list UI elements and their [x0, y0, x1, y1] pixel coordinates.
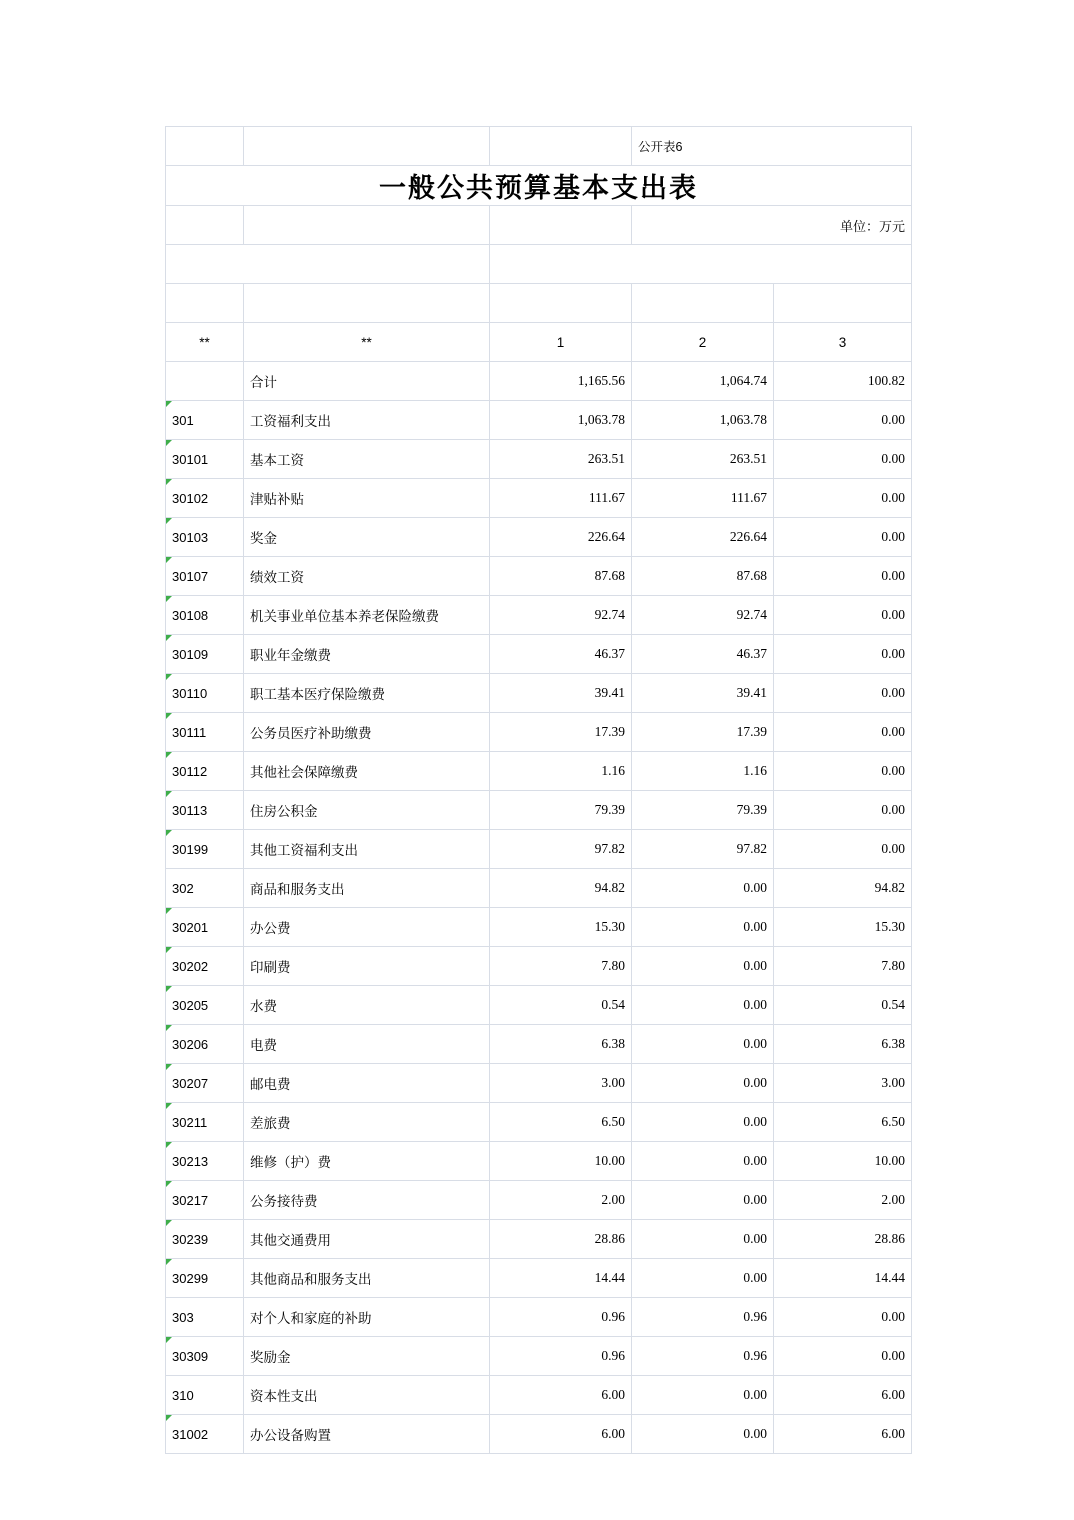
- cell-subject-code: 30107: [166, 557, 244, 596]
- cell-personnel-expense: 0.00: [632, 1142, 774, 1181]
- cell-subject-name: 差旅费: [244, 1103, 490, 1142]
- cell-public-expense: 0.54: [774, 986, 912, 1025]
- cell-subject-code: 30102: [166, 479, 244, 518]
- cell-public-expense: 3.00: [774, 1064, 912, 1103]
- cell-total: 6.50: [490, 1103, 632, 1142]
- cell-subject-code: 30309: [166, 1337, 244, 1376]
- table-row: [166, 1103, 912, 1142]
- page-title: 一般公共预算基本支出表: [166, 166, 912, 206]
- header-group-right: 2026年预算数: [490, 245, 912, 284]
- cell-subject-code: 301: [166, 401, 244, 440]
- column-header-total: 合计: [490, 284, 632, 323]
- cell-subject-code: 30109: [166, 635, 244, 674]
- cell-personnel-expense: 17.39: [632, 713, 774, 752]
- blank-cell: [490, 206, 632, 245]
- cell-total: 14.44: [490, 1259, 632, 1298]
- cell-public-expense: 14.44: [774, 1259, 912, 1298]
- cell-subject-code: 302: [166, 869, 244, 908]
- cell-subject-name: 办公设备购置: [244, 1415, 490, 1454]
- cell-public-expense: 0.00: [774, 635, 912, 674]
- cell-public-expense: 28.86: [774, 1220, 912, 1259]
- cell-personnel-expense: 0.00: [632, 1376, 774, 1415]
- cell-subject-code: 30206: [166, 1025, 244, 1064]
- table-row: [166, 869, 912, 908]
- cell-personnel-expense: 0.00: [632, 869, 774, 908]
- cell-personnel-expense: 46.37: [632, 635, 774, 674]
- cell-subject-name: 其他交通费用: [244, 1220, 490, 1259]
- cell-public-expense: 94.82: [774, 869, 912, 908]
- table-row: [166, 908, 912, 947]
- cell-personnel-expense: 111.67: [632, 479, 774, 518]
- table-row: [166, 986, 912, 1025]
- cell-total: 15.30: [490, 908, 632, 947]
- cell-total: 46.37: [490, 635, 632, 674]
- cell-subject-name: 电费: [244, 1025, 490, 1064]
- column-header-code: 科目编码: [166, 284, 244, 323]
- cell-personnel-expense: 1,064.74: [632, 362, 774, 401]
- cell-total: 97.82: [490, 830, 632, 869]
- numbering-public: 3: [774, 323, 912, 362]
- cell-subject-name: 合计: [244, 362, 490, 401]
- cell-public-expense: 0.00: [774, 401, 912, 440]
- sheet-label: 公开表6: [632, 127, 912, 166]
- header-group-row: [166, 245, 912, 284]
- cell-public-expense: 0.00: [774, 791, 912, 830]
- cell-subject-name: 绩效工资: [244, 557, 490, 596]
- table-row: [166, 1415, 912, 1454]
- cell-public-expense: 7.80: [774, 947, 912, 986]
- table-row: [166, 1181, 912, 1220]
- cell-subject-code: 30207: [166, 1064, 244, 1103]
- cell-total: 6.38: [490, 1025, 632, 1064]
- cell-total: 1,063.78: [490, 401, 632, 440]
- cell-public-expense: 0.00: [774, 713, 912, 752]
- cell-personnel-expense: 0.00: [632, 908, 774, 947]
- cell-subject-code: 30205: [166, 986, 244, 1025]
- cell-subject-name: 水费: [244, 986, 490, 1025]
- numbering-code: **: [166, 323, 244, 362]
- cell-personnel-expense: 263.51: [632, 440, 774, 479]
- cell-total: 87.68: [490, 557, 632, 596]
- cell-total: 1,165.56: [490, 362, 632, 401]
- table-row: [166, 674, 912, 713]
- cell-subject-name: 其他社会保障缴费: [244, 752, 490, 791]
- cell-subject-code: 30108: [166, 596, 244, 635]
- cell-subject-code: 30101: [166, 440, 244, 479]
- cell-subject-code: 30299: [166, 1259, 244, 1298]
- cell-public-expense: 0.00: [774, 596, 912, 635]
- cell-subject-name: 奖金: [244, 518, 490, 557]
- cell-public-expense: 6.00: [774, 1376, 912, 1415]
- cell-total: 111.67: [490, 479, 632, 518]
- cell-subject-name: 其他商品和服务支出: [244, 1259, 490, 1298]
- cell-subject-code: 30111: [166, 713, 244, 752]
- table-row: [166, 479, 912, 518]
- cell-personnel-expense: 0.00: [632, 986, 774, 1025]
- table-row: [166, 830, 912, 869]
- cell-total: 1.16: [490, 752, 632, 791]
- table-row: [166, 752, 912, 791]
- cell-subject-code: 30217: [166, 1181, 244, 1220]
- table-row: [166, 635, 912, 674]
- numbering-personnel: 2: [632, 323, 774, 362]
- cell-personnel-expense: 0.00: [632, 1064, 774, 1103]
- cell-personnel-expense: 79.39: [632, 791, 774, 830]
- cell-subject-code: 30110: [166, 674, 244, 713]
- cell-subject-code: 31002: [166, 1415, 244, 1454]
- blank-cell: [244, 206, 490, 245]
- cell-public-expense: 0.00: [774, 1298, 912, 1337]
- cell-subject-code: 30199: [166, 830, 244, 869]
- cell-public-expense: 0.00: [774, 479, 912, 518]
- numbering-name: **: [244, 323, 490, 362]
- unit-row: [166, 206, 912, 245]
- cell-subject-name: 基本工资: [244, 440, 490, 479]
- blank-cell: [244, 127, 490, 166]
- header-columns-row: [166, 284, 912, 323]
- cell-personnel-expense: 0.96: [632, 1298, 774, 1337]
- cell-subject-name: 机关事业单位基本养老保险缴费: [244, 596, 490, 635]
- cell-subject-code: 30239: [166, 1220, 244, 1259]
- cell-subject-code: 30211: [166, 1103, 244, 1142]
- cell-personnel-expense: 0.00: [632, 1259, 774, 1298]
- cell-total: 6.00: [490, 1415, 632, 1454]
- table-row: [166, 1337, 912, 1376]
- cell-subject-name: 公务员医疗补助缴费: [244, 713, 490, 752]
- cell-subject-code: 30112: [166, 752, 244, 791]
- cell-subject-code: 30201: [166, 908, 244, 947]
- cell-subject-code: 310: [166, 1376, 244, 1415]
- cell-public-expense: 6.00: [774, 1415, 912, 1454]
- table-row: [166, 401, 912, 440]
- cell-total: 17.39: [490, 713, 632, 752]
- cell-public-expense: 0.00: [774, 1337, 912, 1376]
- cell-public-expense: 0.00: [774, 518, 912, 557]
- cell-subject-name: 职业年金缴费: [244, 635, 490, 674]
- cell-subject-name: 维修（护）费: [244, 1142, 490, 1181]
- cell-total: 28.86: [490, 1220, 632, 1259]
- table-row: [166, 1298, 912, 1337]
- cell-subject-name: 商品和服务支出: [244, 869, 490, 908]
- table-row: [166, 518, 912, 557]
- column-header-personnel: 人员经费: [632, 284, 774, 323]
- table-row: [166, 557, 912, 596]
- cell-personnel-expense: 0.00: [632, 1103, 774, 1142]
- cell-total: 7.80: [490, 947, 632, 986]
- cell-subject-name: 对个人和家庭的补助: [244, 1298, 490, 1337]
- cell-public-expense: 100.82: [774, 362, 912, 401]
- cell-public-expense: 15.30: [774, 908, 912, 947]
- table-row: [166, 440, 912, 479]
- cell-total: 2.00: [490, 1181, 632, 1220]
- cell-total: 0.54: [490, 986, 632, 1025]
- title-row: [166, 166, 912, 206]
- table-row: [166, 791, 912, 830]
- cell-personnel-expense: 0.00: [632, 1025, 774, 1064]
- cell-public-expense: 10.00: [774, 1142, 912, 1181]
- cell-personnel-expense: 0.00: [632, 1181, 774, 1220]
- cell-subject-code: 30103: [166, 518, 244, 557]
- table-row: [166, 1064, 912, 1103]
- numbering-total: 1: [490, 323, 632, 362]
- table-row: [166, 362, 912, 401]
- table-row: [166, 596, 912, 635]
- table-row: [166, 1142, 912, 1181]
- cell-total: 263.51: [490, 440, 632, 479]
- header-group-left: 支出经济分类科目: [166, 245, 490, 284]
- cell-personnel-expense: 92.74: [632, 596, 774, 635]
- cell-total: 39.41: [490, 674, 632, 713]
- cell-total: 10.00: [490, 1142, 632, 1181]
- cell-public-expense: 6.38: [774, 1025, 912, 1064]
- cell-subject-code: 30202: [166, 947, 244, 986]
- cell-subject-name: 住房公积金: [244, 791, 490, 830]
- cell-total: 3.00: [490, 1064, 632, 1103]
- cell-subject-name: 奖励金: [244, 1337, 490, 1376]
- cell-personnel-expense: 87.68: [632, 557, 774, 596]
- column-header-public: 公用经费: [774, 284, 912, 323]
- cell-total: 0.96: [490, 1337, 632, 1376]
- cell-personnel-expense: 0.96: [632, 1337, 774, 1376]
- cell-subject-code: 30213: [166, 1142, 244, 1181]
- cell-public-expense: 0.00: [774, 440, 912, 479]
- cell-subject-code: 30113: [166, 791, 244, 830]
- table-body: [166, 127, 912, 1454]
- cell-personnel-expense: 1.16: [632, 752, 774, 791]
- cell-subject-name: 工资福利支出: [244, 401, 490, 440]
- table-row: [166, 1220, 912, 1259]
- column-header-name: 科目名称: [244, 284, 490, 323]
- cell-total: 0.96: [490, 1298, 632, 1337]
- cell-personnel-expense: 226.64: [632, 518, 774, 557]
- cell-subject-name: 印刷费: [244, 947, 490, 986]
- cell-total: 79.39: [490, 791, 632, 830]
- cell-personnel-expense: 97.82: [632, 830, 774, 869]
- cell-public-expense: 6.50: [774, 1103, 912, 1142]
- blank-cell: [490, 127, 632, 166]
- budget-table: [165, 126, 912, 1454]
- cell-public-expense: 2.00: [774, 1181, 912, 1220]
- cell-subject-name: 邮电费: [244, 1064, 490, 1103]
- cell-subject-name: 其他工资福利支出: [244, 830, 490, 869]
- cell-personnel-expense: 1,063.78: [632, 401, 774, 440]
- cell-personnel-expense: 0.00: [632, 1220, 774, 1259]
- cell-subject-name: 职工基本医疗保险缴费: [244, 674, 490, 713]
- cell-public-expense: 0.00: [774, 557, 912, 596]
- table-row: [166, 947, 912, 986]
- blank-cell: [166, 206, 244, 245]
- cell-personnel-expense: 0.00: [632, 947, 774, 986]
- table-row: [166, 713, 912, 752]
- cell-subject-name: 资本性支出: [244, 1376, 490, 1415]
- cell-personnel-expense: 39.41: [632, 674, 774, 713]
- cell-subject-code: [166, 362, 244, 401]
- cell-total: 6.00: [490, 1376, 632, 1415]
- cell-public-expense: 0.00: [774, 752, 912, 791]
- column-numbering-row: [166, 323, 912, 362]
- cell-total: 94.82: [490, 869, 632, 908]
- unit-note: 单位：万元: [632, 206, 912, 245]
- cell-personnel-expense: 0.00: [632, 1415, 774, 1454]
- blank-cell: [166, 127, 244, 166]
- table-row: [166, 1376, 912, 1415]
- table-row: [166, 1259, 912, 1298]
- sheet-label-row: [166, 127, 912, 166]
- cell-total: 92.74: [490, 596, 632, 635]
- table-row: [166, 1025, 912, 1064]
- cell-subject-name: 公务接待费: [244, 1181, 490, 1220]
- cell-subject-code: 303: [166, 1298, 244, 1337]
- cell-subject-name: 津贴补贴: [244, 479, 490, 518]
- cell-public-expense: 0.00: [774, 674, 912, 713]
- cell-subject-name: 办公费: [244, 908, 490, 947]
- cell-total: 226.64: [490, 518, 632, 557]
- cell-public-expense: 0.00: [774, 830, 912, 869]
